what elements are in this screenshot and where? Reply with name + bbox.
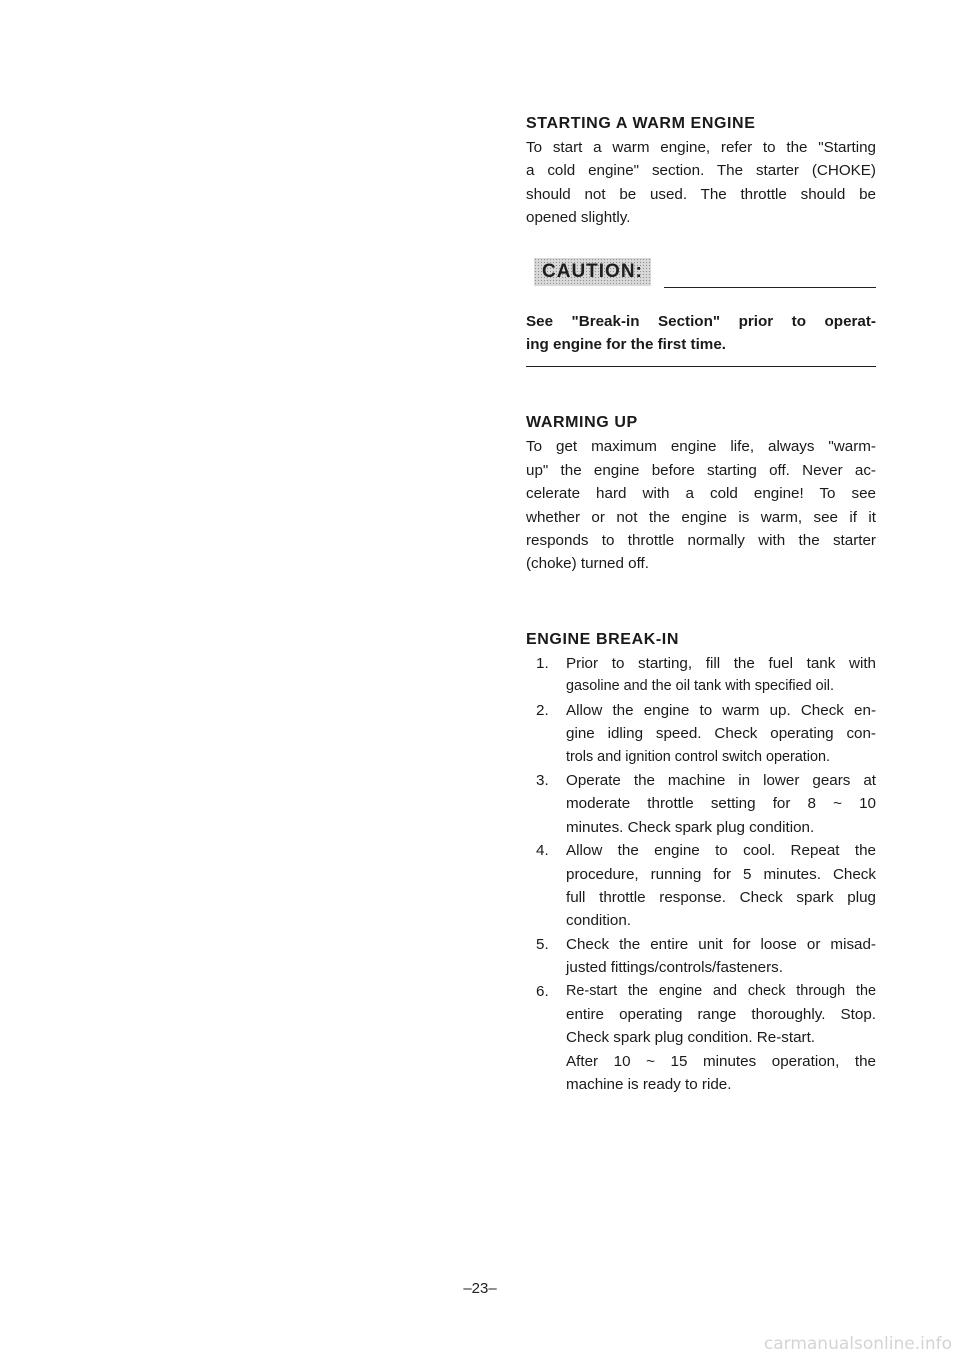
caution-line: See "Break-in Section" prior to operat- xyxy=(526,312,876,330)
step-line: moderate throttle setting for 8 ~ 10 xyxy=(566,795,876,813)
list-item xyxy=(526,839,876,933)
paragraph-line: celerate hard with a cold engine! To see xyxy=(526,485,876,503)
step-line: Re-start the engine and check through the xyxy=(566,982,876,999)
paragraph-line: whether or not the engine is warm, see if it xyxy=(526,508,876,526)
list-item xyxy=(526,652,876,699)
caution-rule-top xyxy=(664,287,876,288)
paragraph-line: up" the engine before starting off. Never ac- xyxy=(526,461,876,479)
section-engine-break-in xyxy=(526,628,876,1097)
step-line: machine is ready to ride. xyxy=(566,1076,732,1094)
step-number: 1. xyxy=(536,654,549,672)
list-item xyxy=(526,699,876,769)
step-number: 3. xyxy=(536,771,549,789)
caution-rule-bottom xyxy=(526,366,876,367)
list-item xyxy=(526,980,876,1097)
step-number: 6. xyxy=(536,982,549,1000)
paragraph-line: a cold engine" section. The starter (CHOKE) xyxy=(526,162,876,180)
paragraph-line: opened slightly. xyxy=(526,209,631,227)
step-line: Allow the engine to warm up. Check en- xyxy=(566,701,876,719)
step-line: gasoline and the oil tank with specified oil. xyxy=(566,678,834,695)
step-line: minutes. Check spark plug condition. xyxy=(566,818,815,836)
caution-label: CAUTION: xyxy=(534,258,651,286)
step-line: Check spark plug condition. Re-start. xyxy=(566,1029,816,1047)
step-line: condition. xyxy=(566,912,632,930)
step-line: Check the entire unit for loose or misad- xyxy=(566,935,876,953)
section-title-warm-engine: STARTING A WARM ENGINE xyxy=(526,115,756,132)
section-warm-engine xyxy=(526,112,876,230)
section-title-warming-up: WARMING UP xyxy=(526,414,638,432)
step-line: entire operating range thoroughly. Stop. xyxy=(566,1005,876,1023)
break-in-steps xyxy=(526,652,876,1097)
caution-box xyxy=(526,256,876,368)
section-warming-up xyxy=(526,411,876,575)
step-number: 4. xyxy=(536,842,549,860)
content-column xyxy=(526,112,876,1097)
paragraph-line: To start a warm engine, refer to the "Starting xyxy=(526,139,876,156)
list-item xyxy=(526,933,876,980)
paragraph-line: (choke) turned off. xyxy=(526,555,649,573)
step-line: gine idling speed. Check operating con- xyxy=(566,725,876,743)
step-number: 5. xyxy=(536,935,549,953)
caution-header xyxy=(526,256,876,296)
warming-up-paragraph xyxy=(526,435,876,575)
caution-line: ing engine for the first time. xyxy=(526,336,726,354)
caution-text xyxy=(526,310,876,357)
step-line: procedure, running for 5 minutes. Check xyxy=(566,865,876,883)
step-line: full throttle response. Check spark plug xyxy=(566,888,876,906)
step-line: Prior to starting, fill the fuel tank with xyxy=(566,654,876,672)
list-item xyxy=(526,769,876,839)
paragraph-line: To get maximum engine life, always "warm- xyxy=(526,438,876,456)
paragraph-line: should not be used. The throttle should be xyxy=(526,185,876,203)
step-line: justed fittings/controls/fasteners. xyxy=(566,959,783,977)
step-line: trols and ignition control switch operation. xyxy=(566,748,830,765)
warm-engine-paragraph xyxy=(526,136,876,230)
watermark: carmanualsonline.info xyxy=(763,1334,952,1354)
paragraph-line: responds to throttle normally with the starter xyxy=(526,532,876,550)
page-number: –23– xyxy=(463,1280,497,1297)
step-line: After 10 ~ 15 minutes operation, the xyxy=(566,1052,876,1070)
step-line: Allow the engine to cool. Repeat the xyxy=(566,842,876,860)
step-line: Operate the machine in lower gears at xyxy=(566,771,876,789)
section-title-engine-break-in: ENGINE BREAK-IN xyxy=(526,630,680,648)
step-number: 2. xyxy=(536,701,549,719)
